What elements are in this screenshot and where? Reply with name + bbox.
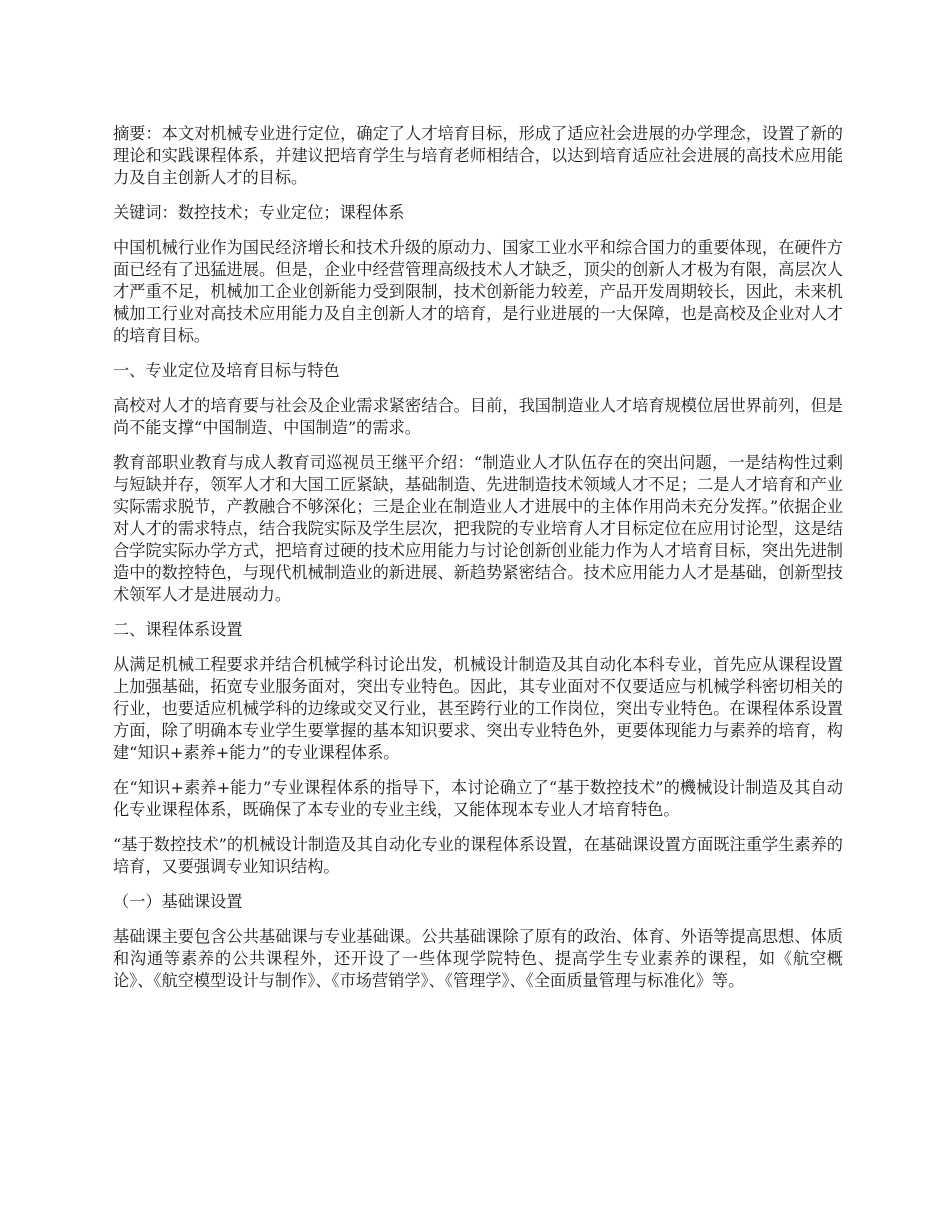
subsection-heading-1: （一）基础课设置 [113,892,243,911]
section-heading-2: 二、课程体系设置 [113,620,243,639]
section1-paragraph-a: 高校对人才的培育要与社会及企业需求紧密结合。目前，我国制造业人才培育规模位居世界前列，但是尚不能支撑“中国制造、中国制造”的需求。 [113,396,843,437]
keywords-paragraph: 关键词：数控技术；专业定位；课程体系 [113,203,405,222]
document-body [113,123,843,1005]
section-heading-1: 一、专业定位及培育目标与特色 [113,361,340,380]
abstract-paragraph: 摘要：本文对机械专业进行定位，确定了人才培育目标，形成了适应社会进展的办学理念，设置了新的理论和实践课程体系，并建议把培育学生与培育老师相结合，以达到培育适应社会进展的高技术应用能力及自主创新人才的目标。 [113,124,843,187]
intro-paragraph: 中国机械行业作为国民经济增长和技术升级的原动力、国家工业水平和综合国力的重要体现，在硬件方面已经有了迅猛进展。但是，企业中经营管理高级技术人才缺乏，顶尖的创新人才极为有限，高层次人才严重不足，机械加工企业创新能力受到限制，技术创新能力较差，产品开发周期较长，因此，未来机械加工行业对高技术应用能力及自主创新人才的培育，是行业进展的一大保障，也是高校及企业对人才的培育目标。 [113,238,843,345]
section1-paragraph-b: 教育部职业教育与成人教育司巡视员王继平介绍：“制造业人才队伍存在的突出问题，一是结构性过剩与短缺并存，领军人才和大国工匠紧缺，基础制造、先进制造技术领域人才不足；二是人才培育和产业实际需求脱节，产教融合不够深化；三是企业在制造业人才进展中的主体作用尚未充分发挥。”依据企业对人才的需求特点，结合我院实际及学生层次，把我院的专业培育人才目标定位在应用讨论型，这是结合学院实际办学方式，把培育过硬的技术应用能力与讨论创新创业能力作为人才培育目标，突出先进制造中的数控特色，与现代机械制造业的新进展、新趋势紧密结合。技术应用能力人才是基础，创新型技术领军人才是进展动力。 [113,453,843,604]
subsection1-paragraph-a: 基础课主要包含公共基础课与专业基础课。公共基础课除了原有的政治、体育、外语等提高思想、体质和沟通等素养的公共课程外，还开设了一些体现学院特色、提高学生专业素养的课程，如《航空概论》、《航空模型设计与制作》、《市场营销学》、《管理学》、《全面质量管理与标准化》等。 [113,927,843,990]
section2-paragraph-b: 在“知识+素养+能力”专业课程体系的指导下，本讨论确立了“基于数控技术”的機械设计制造及其自动化专业课程体系，既确保了本专业的专业主线，又能体现本专业人才培育特色。 [113,778,843,819]
section2-paragraph-c: “基于数控技术”的机械设计制造及其自动化专业的课程体系设置，在基础课设置方面既注重学生素养的培育，又要强调专业知识结构。 [113,835,843,876]
section2-paragraph-a: 从满足机械工程要求并结合机械学科讨论出发，机械设计制造及其自动化本科专业，首先应从课程设置上加强基础，拓宽专业服务面对，突出专业特色。因此，其专业面对不仅要适应与机械学科密切相关的行业，也要适应机械学科的边缘或交叉行业，甚至跨行业的工作岗位，突出专业特色。在课程体系设置方面，除了明确本专业学生要掌握的基本知识要求、突出专业特色外，更要体现能力与素养的培育，构建“知识+素养+能力”的专业课程体系。 [113,655,843,762]
